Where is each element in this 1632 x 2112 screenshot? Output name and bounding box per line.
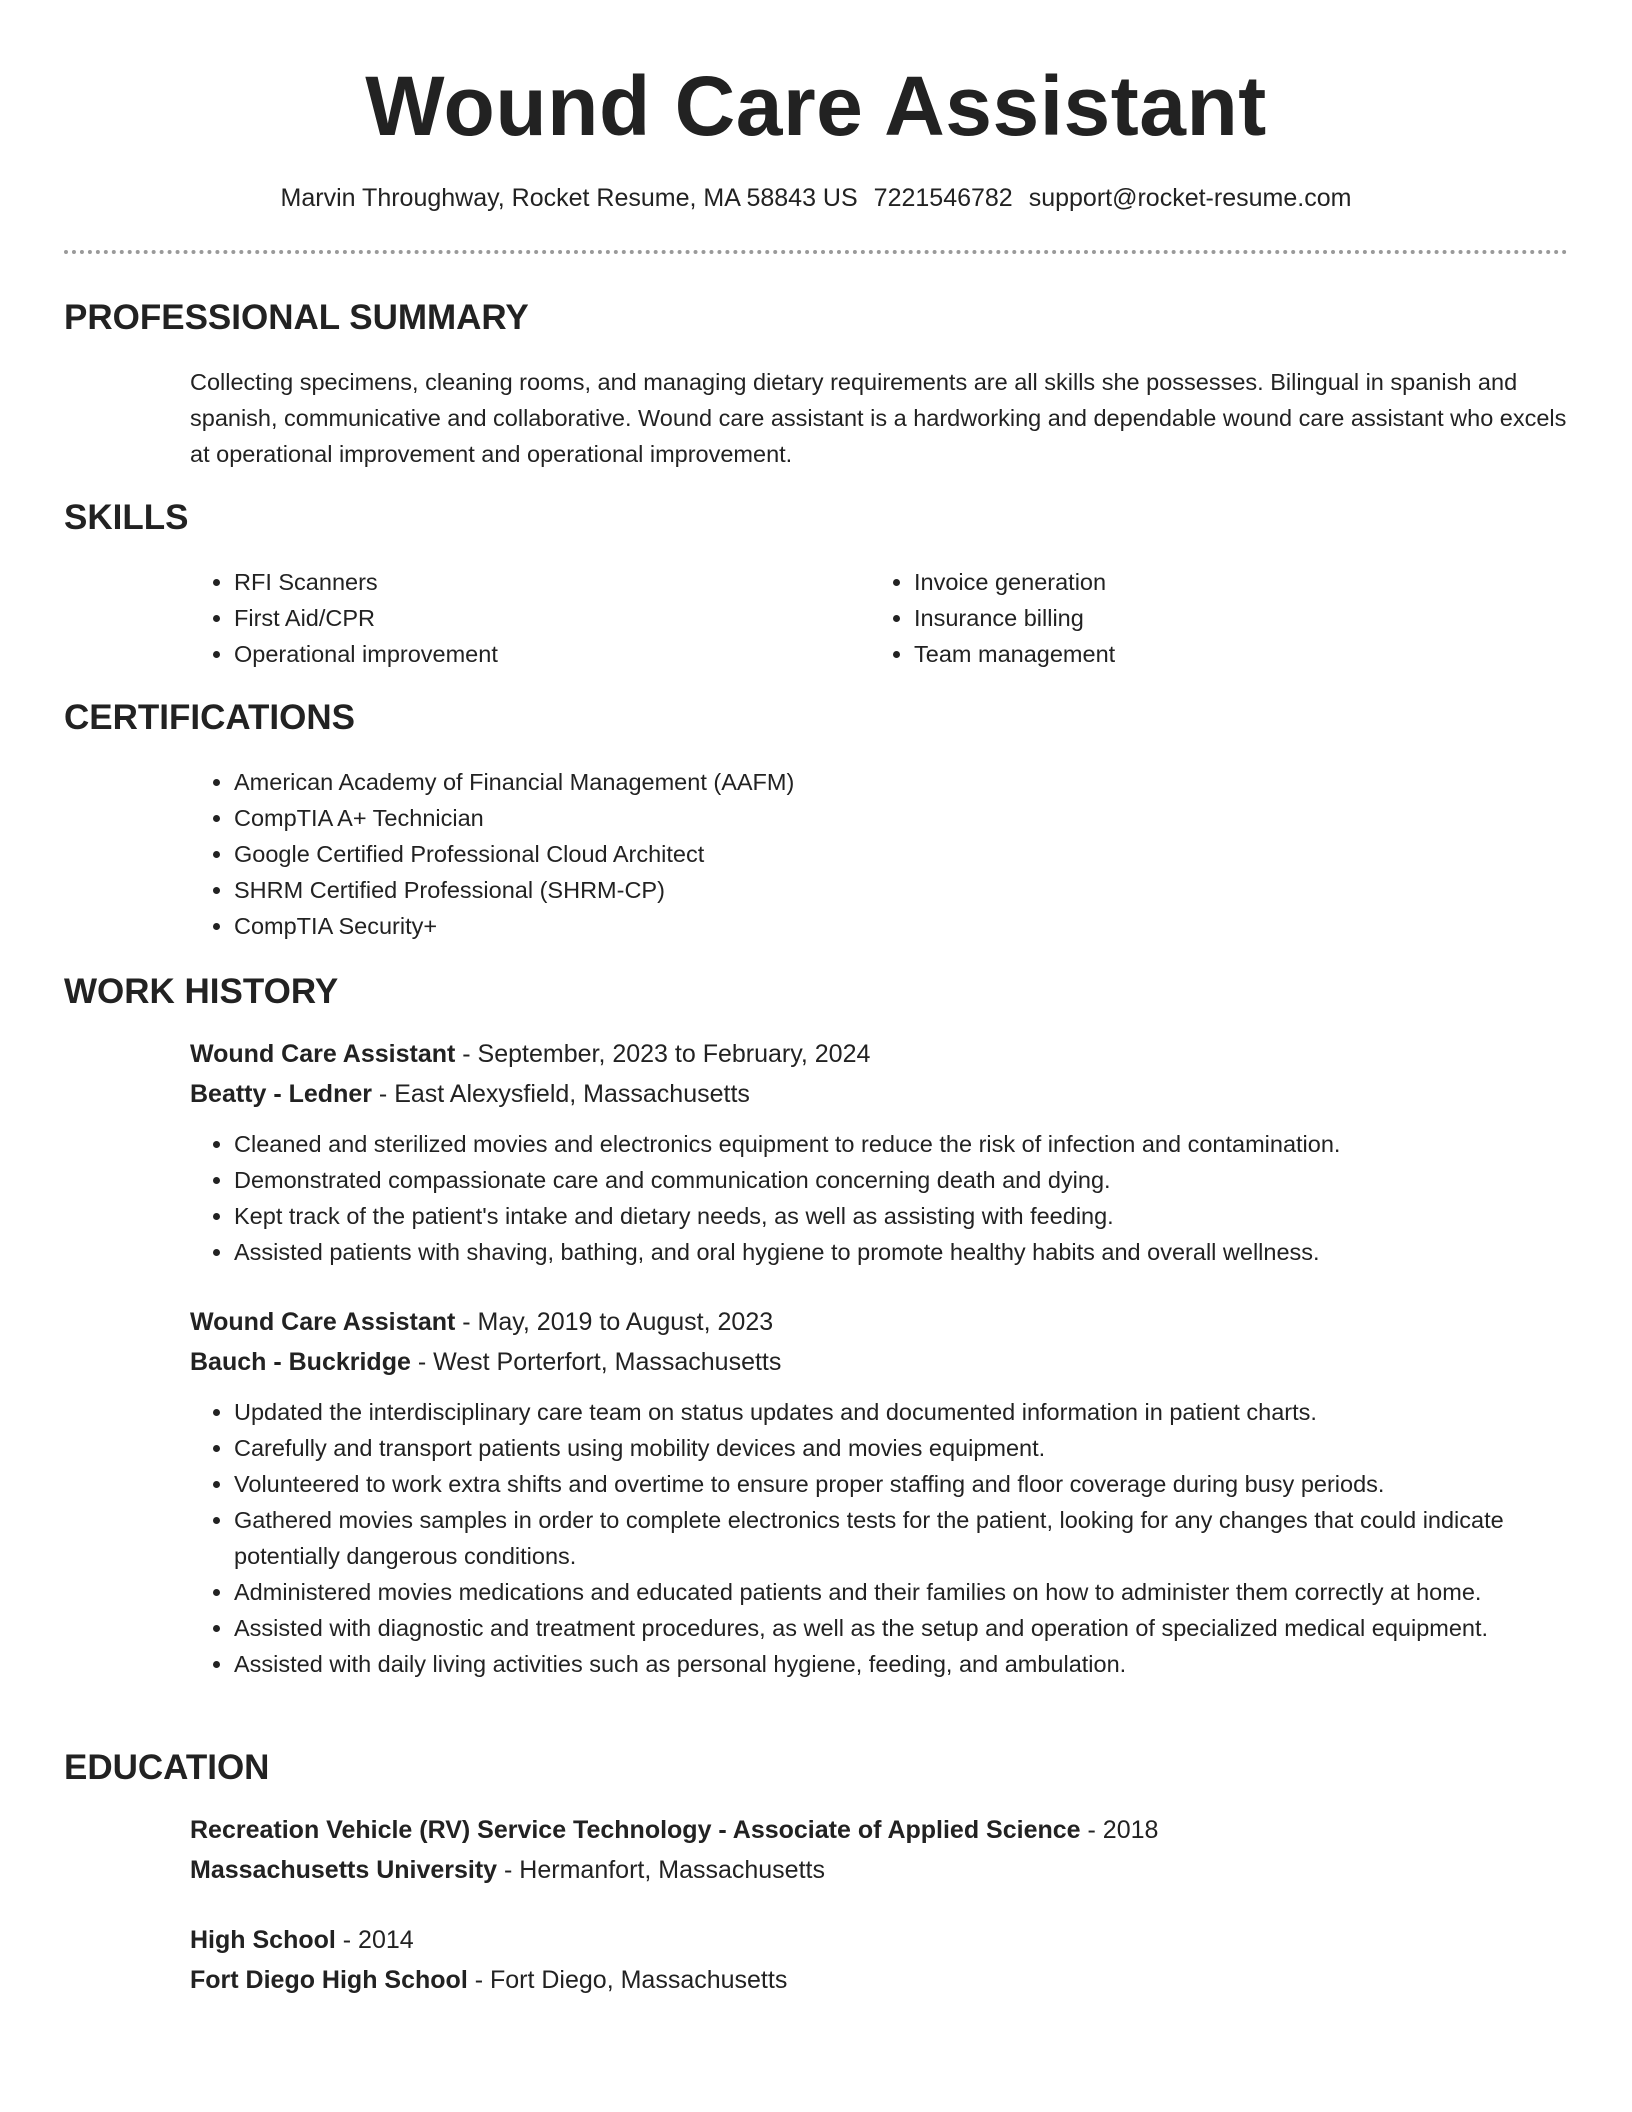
job-bullet: • Administered movies medications and educated patients and their families on how to administer them correctly at home. [234,1574,1568,1610]
skill-item: • Team management [914,636,1550,672]
job-dates: - May, 2019 to August, 2023 [455,1308,774,1336]
skills-section [190,564,1568,672]
work-history-title: WORK HISTORY [64,972,339,1011]
job-title-line [190,1302,1568,1342]
job-dates: - September, 2023 to February, 2024 [455,1040,871,1068]
skill-item: • Insurance billing [914,600,1550,636]
certifications-section [190,764,1568,944]
resume-name: Wound Care Assistant [365,59,1267,153]
skills-column-right [870,564,1550,672]
job-entry [190,1302,1568,1682]
job-bullet: • Kept track of the patient's intake and dietary needs, as well as assisting with feeding. [234,1198,1568,1234]
job-bullet: • Gathered movies samples in order to complete electronics tests for the patient, looking for any changes that could indicate potentially dangerous conditions. [234,1502,1568,1574]
job-company: Bauch - Buckridge [190,1348,411,1376]
contact-email: support@rocket-resume.com [1028,184,1352,212]
job-bullet: • Assisted patients with shaving, bathing, and oral hygiene to promote healthy habits and overall wellness. [234,1234,1568,1270]
job-location: - East Alexysfield, Massachusetts [371,1080,750,1108]
certification-item: • CompTIA Security+ [234,908,1568,944]
education-location: - Hermanfort, Massachusetts [497,1856,825,1884]
job-location: - West Porterfort, Massachusetts [410,1348,782,1376]
summary-title: PROFESSIONAL SUMMARY [64,298,529,337]
certification-item: • American Academy of Financial Management (AAFM) [234,764,1568,800]
job-company-line [190,1342,1568,1382]
education-degree: Recreation Vehicle (RV) Service Technology - Associate of Applied Science [190,1816,1081,1844]
job-bullet: • Volunteered to work extra shifts and overtime to ensure proper staffing and floor coverage during busy periods. [234,1466,1568,1502]
job-bullet: • Updated the interdisciplinary care team on status updates and documented information in patient charts. [234,1394,1568,1430]
education-location: - Fort Diego, Massachusetts [467,1966,788,1994]
skill-item: • First Aid/CPR [234,600,870,636]
skills-title: SKILLS [64,498,189,537]
job-bullet: • Carefully and transport patients using mobility devices and movies equipment. [234,1430,1568,1466]
education-title: EDUCATION [64,1748,270,1787]
education-school: Massachusetts University [190,1856,498,1884]
job-bullet: • Cleaned and sterilized movies and electronics equipment to reduce the risk of infection and contamination. [234,1126,1568,1162]
job-company-line [190,1074,1568,1114]
certification-item: • Google Certified Professional Cloud Architect [234,836,1568,872]
job-bullet: • Assisted with diagnostic and treatment procedures, as well as the setup and operation of specialized medical equipment. [234,1610,1568,1646]
job-bullet: • Assisted with daily living activities such as personal hygiene, feeding, and ambulation. [234,1646,1568,1682]
job-role: Wound Care Assistant [190,1040,456,1068]
job-company: Beatty - Ledner [190,1080,372,1108]
education-school: Fort Diego High School [190,1966,468,1994]
skills-column-left [190,564,870,672]
certification-item: • SHRM Certified Professional (SHRM-CP) [234,872,1568,908]
education-school-line [190,1850,1568,1890]
job-role: Wound Care Assistant [190,1308,456,1336]
summary-text: Collecting specimens, cleaning rooms, and managing dietary requirements are all skills she possesses. Bilingual in spanish and spanish, communicative and collaborative. Wound care assistant is a hardworking and dependable wound care assistant who excels at operational improvement and operational improvement. [190,369,1567,467]
contact-line [64,180,1568,216]
education-degree: High School [190,1926,336,1954]
skills-grid [190,564,1568,672]
skill-item: • Invoice generation [914,564,1550,600]
job-bullet: • Demonstrated compassionate care and communication concerning death and dying. [234,1162,1568,1198]
education-entry [190,1810,1568,1890]
education-year: - 2018 [1080,1816,1159,1844]
skill-item: • RFI Scanners [234,564,870,600]
job-entry [190,1034,1568,1270]
job-title-line [190,1034,1568,1074]
certification-item: • CompTIA A+ Technician [234,800,1568,836]
certifications-title: CERTIFICATIONS [64,698,356,737]
header-divider [64,250,1568,254]
education-year: - 2014 [335,1926,414,1954]
education-entry [190,1920,1568,2000]
contact-address: Marvin Throughway, Rocket Resume, MA 58843 US [280,184,858,212]
summary-section [190,364,1568,472]
education-school-line [190,1960,1568,2000]
skill-item: • Operational improvement [234,636,870,672]
contact-phone: 7221546782 [873,184,1013,212]
education-degree-line [190,1920,1568,1960]
education-degree-line [190,1810,1568,1850]
